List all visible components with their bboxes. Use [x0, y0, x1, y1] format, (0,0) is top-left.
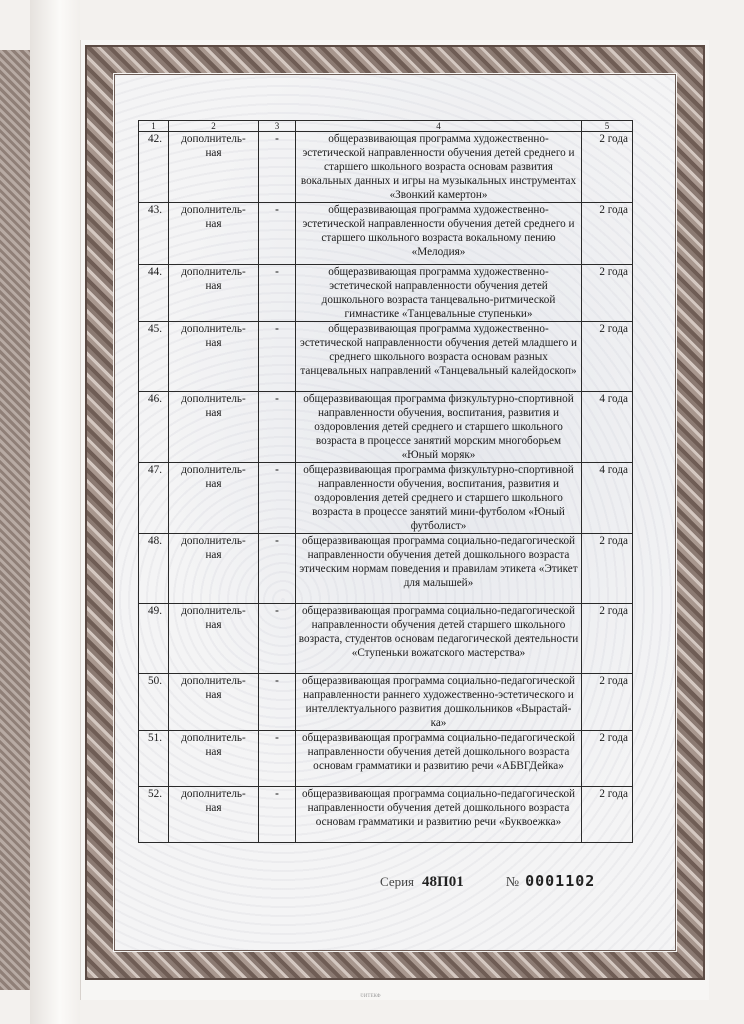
- table-row: [139, 203, 633, 265]
- program-duration: 2 года: [582, 674, 633, 731]
- table-row: [139, 392, 633, 463]
- program-dash: -: [259, 203, 296, 265]
- program-dash: -: [259, 674, 296, 731]
- program-type: дополнитель- ная: [169, 787, 259, 843]
- table-row: [139, 674, 633, 731]
- program-description: общеразвивающая программа физкультурно-спортивной направленности обучения, воспитания, развития и оздоровления детей среднего и старшего школьного возраста в процессе занятий мини-футболом «Юный футболист»: [296, 463, 582, 534]
- column-header: 5: [582, 121, 633, 132]
- program-description: общеразвивающая программа художественно-эстетической направленности обучения детей дошкольного возраста танцевально-ритмической гимнастике «Танцевальные ступеньки»: [296, 265, 582, 322]
- number-label: №: [505, 875, 520, 890]
- row-number: 46.: [139, 392, 169, 463]
- program-duration: 2 года: [582, 787, 633, 843]
- program-type: дополнитель- ная: [169, 534, 259, 604]
- program-duration: 2 года: [582, 203, 633, 265]
- table-row: [139, 463, 633, 534]
- program-duration: 2 года: [582, 265, 633, 322]
- program-type: дополнитель- ная: [169, 322, 259, 392]
- row-number: 45.: [139, 322, 169, 392]
- program-type: дополнитель- ная: [169, 132, 259, 203]
- row-number: 48.: [139, 534, 169, 604]
- program-type: дополнитель- ная: [169, 604, 259, 674]
- row-number: 52.: [139, 787, 169, 843]
- program-duration: 2 года: [582, 322, 633, 392]
- series-number-block: [380, 872, 595, 891]
- program-description: общеразвивающая программа социально-педагогической направленности обучения детей дошкольного возраста этическим нормам поведения и правилам этикета «Этикет для малышей»: [296, 534, 582, 604]
- program-duration: 2 года: [582, 534, 633, 604]
- program-description: общеразвивающая программа социально-педагогической направленности обучения детей старшего школьного возраста, студентов основам педагогической деятельности «Ступеньки вожатского мастерства»: [296, 604, 582, 674]
- row-number: 49.: [139, 604, 169, 674]
- programs-table: [138, 120, 633, 843]
- program-duration: 2 года: [582, 604, 633, 674]
- program-duration: 2 года: [582, 731, 633, 787]
- column-header: 2: [169, 121, 259, 132]
- program-description: общеразвивающая программа социально-педагогической направленности обучения детей дошкольного возраста основам грамматики и развитию речи «АБВГДейка»: [296, 731, 582, 787]
- program-description: общеразвивающая программа физкультурно-спортивной направленности обучения, воспитания, развития и оздоровления детей среднего и старшего школьного возраста в процессе занятий морским многоборьем «Юный моряк»: [296, 392, 582, 463]
- program-type: дополнитель- ная: [169, 203, 259, 265]
- printer-mark: ©ИТЕКФ: [360, 994, 381, 999]
- program-description: общеразвивающая программа социально-педагогической направленности обучения детей дошкольного возраста основам грамматики и развитию речи «Буквоежка»: [296, 787, 582, 843]
- program-dash: -: [259, 265, 296, 322]
- series-label: Серия: [380, 874, 415, 889]
- column-header: 4: [296, 121, 582, 132]
- program-dash: -: [259, 132, 296, 203]
- row-number: 42.: [139, 132, 169, 203]
- row-number: 44.: [139, 265, 169, 322]
- table-row: [139, 787, 633, 843]
- table-row: [139, 534, 633, 604]
- row-number: 43.: [139, 203, 169, 265]
- program-duration: 4 года: [582, 392, 633, 463]
- program-description: общеразвивающая программа социально-педагогической направленности раннего художественно-эстетического и интеллектуального развития дошкольников «Вырастай-ка»: [296, 674, 582, 731]
- table-row: [139, 604, 633, 674]
- program-description: общеразвивающая программа художественно-эстетической направленности обучения детей среднего и старшего школьного возраста основам развития вокальных данных и игры на музыкальных инструментах «Звонкий камертон»: [296, 132, 582, 203]
- program-dash: -: [259, 322, 296, 392]
- program-dash: -: [259, 463, 296, 534]
- program-type: дополнитель- ная: [169, 265, 259, 322]
- program-duration: 2 года: [582, 132, 633, 203]
- program-dash: -: [259, 534, 296, 604]
- program-type: дополнитель- ная: [169, 731, 259, 787]
- table-row: [139, 132, 633, 203]
- table-row: [139, 322, 633, 392]
- table-header-row: [139, 121, 633, 132]
- series-value: 48П01: [422, 874, 464, 890]
- table-row: [139, 265, 633, 322]
- program-description: общеразвивающая программа художественно-эстетической направленности обучения детей младшего и среднего школьного возраста основам разных танцевальных направлений «Танцевальный калейдоскоп»: [296, 322, 582, 392]
- serial-number: 0001102: [525, 872, 596, 890]
- row-number: 47.: [139, 463, 169, 534]
- column-header: 1: [139, 121, 169, 132]
- program-dash: -: [259, 787, 296, 843]
- table-row: [139, 731, 633, 787]
- program-type: дополнитель- ная: [169, 463, 259, 534]
- program-type: дополнитель- ная: [169, 674, 259, 731]
- program-duration: 4 года: [582, 463, 633, 534]
- adjacent-page-edge: [0, 50, 31, 990]
- program-dash: -: [259, 392, 296, 463]
- row-number: 50.: [139, 674, 169, 731]
- program-description: общеразвивающая программа художественно-эстетической направленности обучения детей среднего и старшего школьного возраста вокальному пению «Мелодия»: [296, 203, 582, 265]
- program-type: дополнитель- ная: [169, 392, 259, 463]
- program-dash: -: [259, 604, 296, 674]
- row-number: 51.: [139, 731, 169, 787]
- column-header: 3: [259, 121, 296, 132]
- page-gutter: [30, 0, 80, 1024]
- program-dash: -: [259, 731, 296, 787]
